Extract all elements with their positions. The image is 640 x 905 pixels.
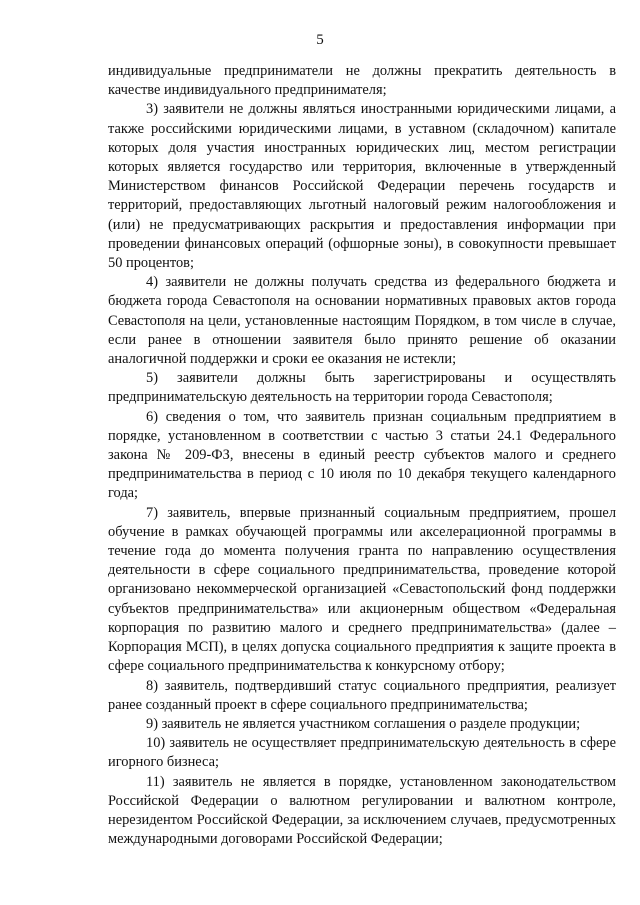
paragraph-item-9: 9) заявитель не является участником соглашения о разделе продукции; [146, 715, 581, 732]
paragraph-item-6: 6) сведения о том, что заявитель признан социальным предприятием в порядке, установленном в соответствии с частью 3 статьи 24.1 Федерального закона № 209-ФЗ, внесены в единый реестр субъектов малого и среднего предпринимательства в период с 10 июля по 10 декабря текущего календарного года; [108, 408, 616, 502]
paragraph-item-4: 4) заявители не должны получать средства из федерального бюджета и бюджета города Севастополя на основании нормативных правовых актов города Севастополя на цели, установленные настоящим Порядком, в том числе в случае, если ранее в отношении заявителя было принято решение об оказании аналогичной поддержки и сроки ее оказания не истекли; [108, 274, 616, 368]
paragraph-item-10: 10) заявитель не осуществляет предпринимательскую деятельность в сфере игорного бизнеса; [108, 735, 616, 771]
page-number: 5 [316, 32, 324, 48]
paragraph-item-5: 5) заявители должны быть зарегистрированы и осуществлять предпринимательскую деятельность на территории города Севастополя; [108, 370, 616, 406]
paragraph-item-3: 3) заявители не должны являться иностранными юридическими лицами, а также российскими юридическими лицами, в уставном (складочном) капитале которых доля участия иностранных юридических лиц, местом регистрации которых является государство или территория, включенные в утвержденный Министерством финансов Российской Федерации перечень государств и территорий, предоставляющих льготный налоговый режим налогообложения и (или) не предусматривающих раскрытия и предоставления информации при проведении финансовых операций (офшорные зоны), в совокупности превышает 50 процентов; [108, 101, 616, 272]
paragraph-continuation: индивидуальные предприниматели не должны прекратить деятельность в качестве индивидуального предпринимателя; [108, 63, 616, 99]
paragraph-item-11: 11) заявитель не является в порядке, установленном законодательством Российской Федерации о валютном регулировании и валютном контроле, нерезидентом Российской Федерации, за исключением случаев, предусмотренных международными договорами Российской Федерации; [108, 773, 616, 848]
paragraph-item-7: 7) заявитель, впервые признанный социальным предприятием, прошел обучение в рамках обучающей программы или акселерационной программы в течение года до момента получения гранта по направлению осуществления деятельности в сфере социального предпринимательства, проведение которой организовано некоммерческой организацией «Севастопольский фонд поддержки субъектов предпринимательства» или акционерным обществом «Федеральная корпорация по развитию малого и среднего предпринимательства» (далее – Корпорация МСП), в целях допуска социального предприятия к защите проекта в сфере социального предпринимательства к конкурсному отбору; [108, 504, 616, 675]
document-body [108, 62, 616, 849]
paragraph-item-8: 8) заявитель, подтвердивший статус социального предприятия, реализует ранее созданный проект в сфере социального предпринимательства; [108, 677, 616, 713]
